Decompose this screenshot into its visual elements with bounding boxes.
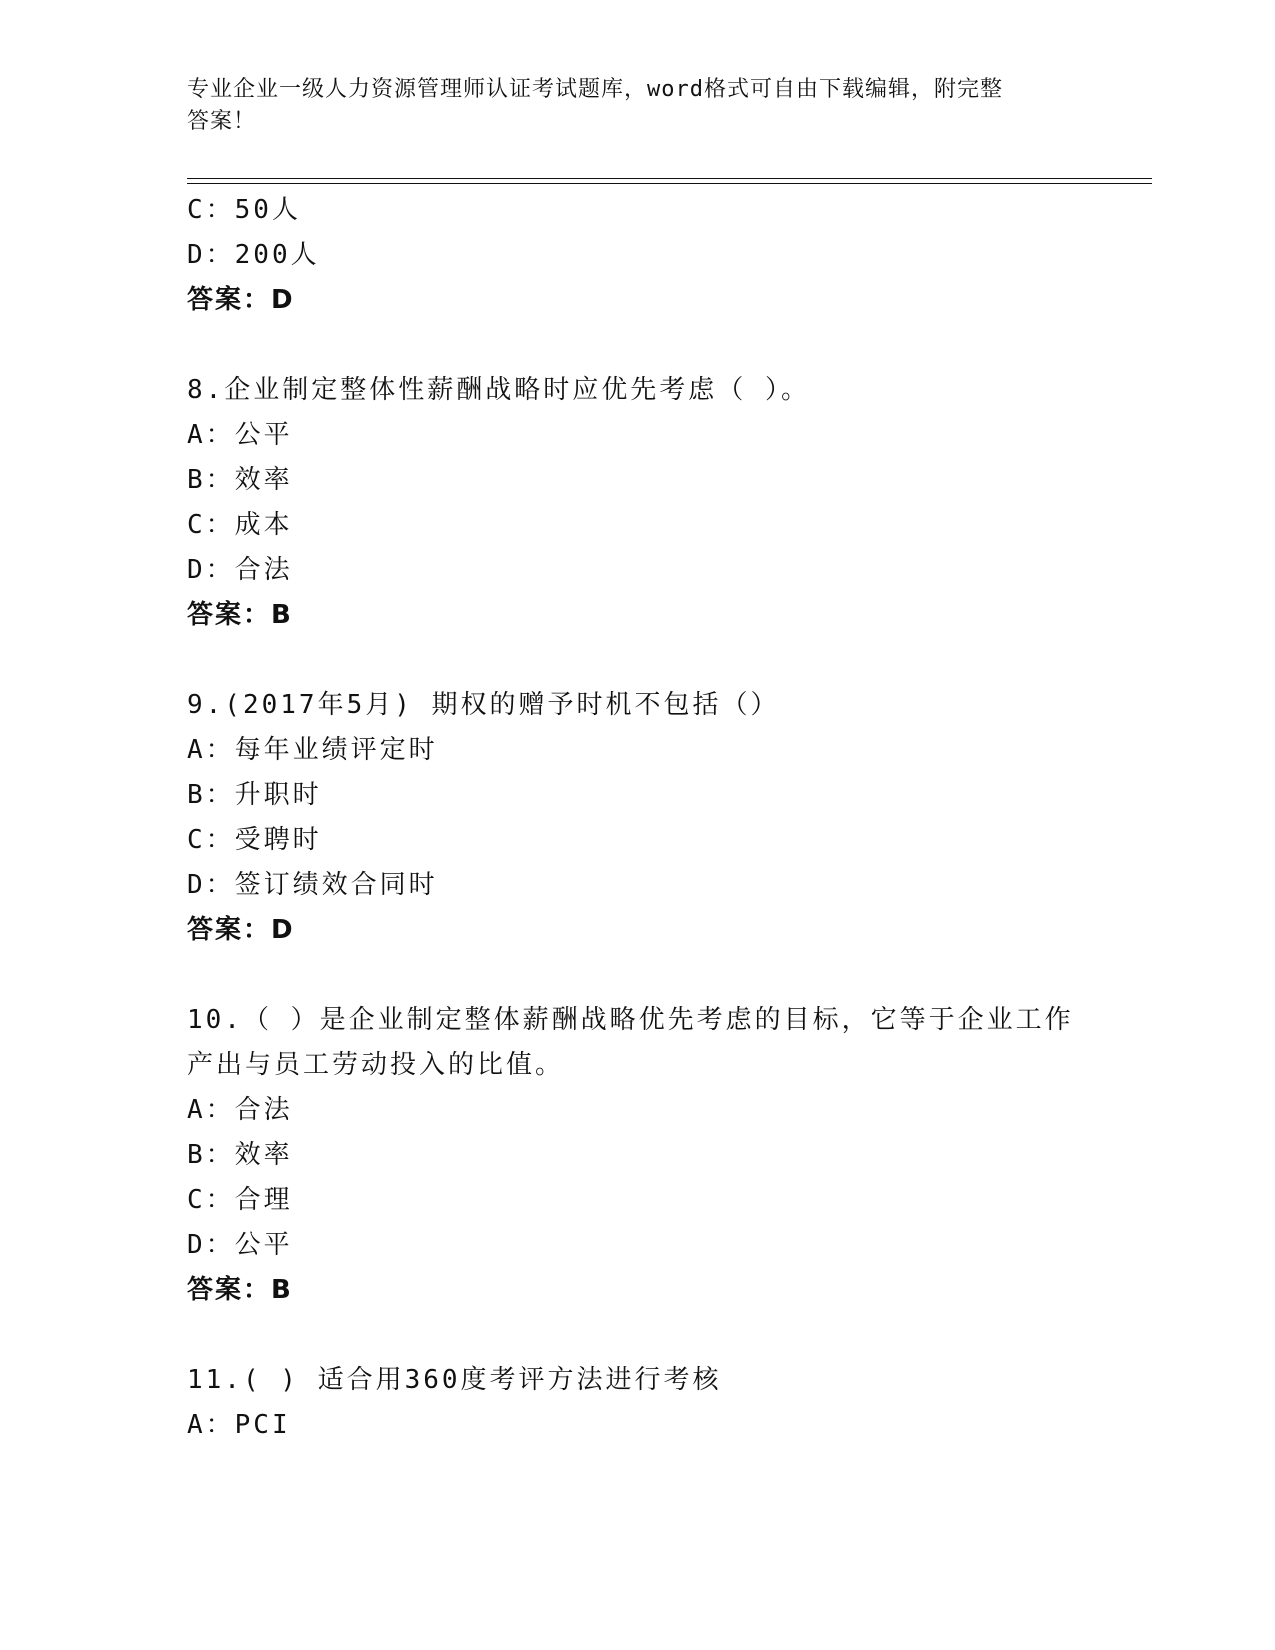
option-d-q8: D：合法	[187, 555, 293, 585]
option-c-q8: C：成本	[187, 510, 293, 540]
header-line-2: 答案！	[187, 109, 257, 134]
option-d-q7: D：200人	[187, 240, 320, 270]
option-b-q10: B：效率	[187, 1140, 293, 1170]
question-10-line-2: 产出与员工劳动投入的比值。	[187, 1050, 565, 1080]
option-a-q9: A：每年业绩评定时	[187, 735, 438, 765]
header-line-1: 专业企业一级人力资源管理师认证考试题库，word格式可自由下载编辑，附完整	[187, 77, 1003, 102]
option-b-q9: B：升职时	[187, 780, 322, 810]
answer-q8: 答案：B	[187, 600, 293, 630]
option-c-q9: C：受聘时	[187, 825, 322, 855]
option-a-q11: A：PCI	[187, 1410, 291, 1440]
document-header	[187, 74, 1077, 138]
header-rule-bottom	[187, 183, 1152, 184]
option-c-q7: C：50人	[187, 195, 301, 225]
answer-q10: 答案：B	[187, 1275, 293, 1305]
answer-q9: 答案：D	[187, 915, 295, 945]
header-rule-top	[187, 178, 1152, 179]
option-d-q9: D：签订绩效合同时	[187, 870, 438, 900]
answer-q7: 答案：D	[187, 285, 295, 315]
question-11: 11.( ) 适合用360度考评方法进行考核	[187, 1365, 722, 1395]
option-b-q8: B：效率	[187, 465, 293, 495]
question-10-line-1: 10.（ ）是企业制定整体薪酬战略优先考虑的目标，它等于企业工作	[187, 1005, 1074, 1035]
question-9: 9.(2017年5月) 期权的赠予时机不包括（）	[187, 690, 780, 720]
option-a-q8: A：公平	[187, 420, 293, 450]
question-8: 8.企业制定整体性薪酬战略时应优先考虑（ ）。	[187, 375, 810, 405]
option-a-q10: A：合法	[187, 1095, 293, 1125]
option-c-q10: C：合理	[187, 1185, 293, 1215]
option-d-q10: D：公平	[187, 1230, 293, 1260]
